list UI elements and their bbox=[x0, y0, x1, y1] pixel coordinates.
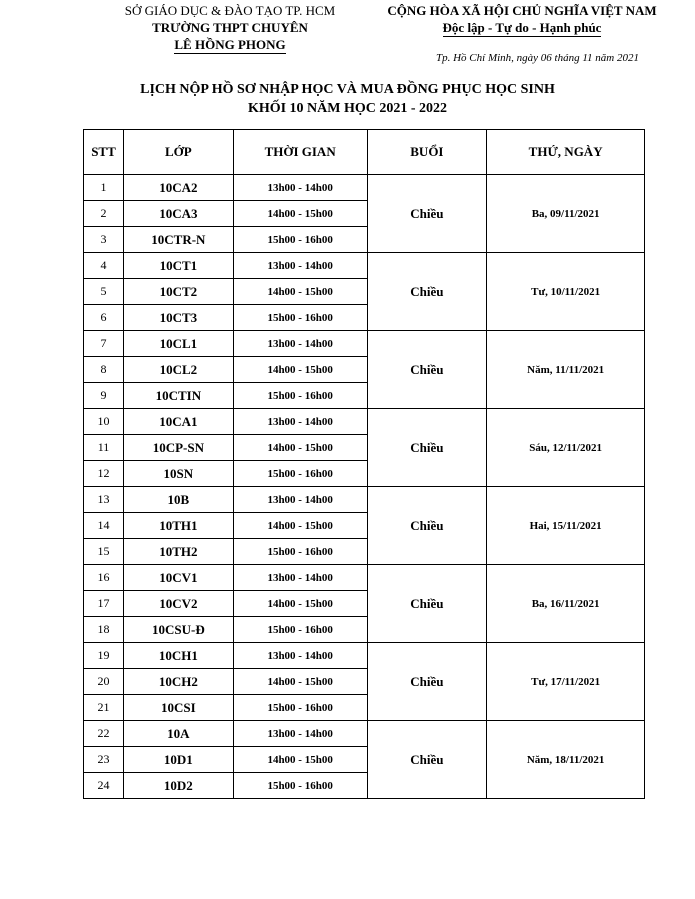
column-header-session: BUỔI bbox=[367, 130, 487, 175]
table-row bbox=[84, 565, 645, 591]
time-slot: 15h00 - 16h00 bbox=[233, 695, 367, 721]
row-number: 5 bbox=[84, 279, 124, 305]
time-slot: 15h00 - 16h00 bbox=[233, 305, 367, 331]
class-name: 10CT1 bbox=[123, 253, 233, 279]
table-row bbox=[84, 331, 645, 357]
document-date: Tp. Hồ Chí Minh, ngày 06 tháng 11 năm 2021 bbox=[436, 52, 639, 64]
class-name: 10TH2 bbox=[123, 539, 233, 565]
time-slot: 15h00 - 16h00 bbox=[233, 461, 367, 487]
school-name-line1: TRƯỜNG THPT CHUYÊN bbox=[152, 20, 308, 35]
class-name: 10CV2 bbox=[123, 591, 233, 617]
class-name: 10CL1 bbox=[123, 331, 233, 357]
class-name: 10CA1 bbox=[123, 409, 233, 435]
row-number: 4 bbox=[84, 253, 124, 279]
day-cell: Tư, 17/11/2021 bbox=[487, 643, 645, 721]
row-number: 18 bbox=[84, 617, 124, 643]
day-cell: Hai, 15/11/2021 bbox=[487, 487, 645, 565]
row-number: 12 bbox=[84, 461, 124, 487]
document-subtitle: KHỐI 10 NĂM HỌC 2021 - 2022 bbox=[247, 101, 448, 116]
time-slot: 13h00 - 14h00 bbox=[233, 331, 367, 357]
time-slot: 15h00 - 16h00 bbox=[233, 383, 367, 409]
table-header-row bbox=[84, 130, 645, 175]
class-name: 10CTIN bbox=[123, 383, 233, 409]
day-cell: Sáu, 12/11/2021 bbox=[487, 409, 645, 487]
row-number: 13 bbox=[84, 487, 124, 513]
time-slot: 13h00 - 14h00 bbox=[233, 253, 367, 279]
session-cell: Chiều bbox=[367, 409, 487, 487]
session-cell: Chiều bbox=[367, 175, 487, 253]
class-name: 10CA2 bbox=[123, 175, 233, 201]
class-name: 10CL2 bbox=[123, 357, 233, 383]
class-name: 10D2 bbox=[123, 773, 233, 799]
document-title: LỊCH NỘP HỒ SƠ NHẬP HỌC VÀ MUA ĐỒNG PHỤC HỌC SINH bbox=[140, 82, 555, 97]
row-number: 16 bbox=[84, 565, 124, 591]
session-cell: Chiều bbox=[367, 253, 487, 331]
table-row bbox=[84, 643, 645, 669]
session-cell: Chiều bbox=[367, 721, 487, 799]
row-number: 19 bbox=[84, 643, 124, 669]
time-slot: 13h00 - 14h00 bbox=[233, 721, 367, 747]
time-slot: 15h00 - 16h00 bbox=[233, 773, 367, 799]
row-number: 14 bbox=[84, 513, 124, 539]
class-name: 10CT3 bbox=[123, 305, 233, 331]
class-name: 10A bbox=[123, 721, 233, 747]
time-slot: 15h00 - 16h00 bbox=[233, 539, 367, 565]
schedule-body bbox=[84, 175, 645, 799]
column-header-time: THỜI GIAN bbox=[233, 130, 367, 175]
class-name: 10CH1 bbox=[123, 643, 233, 669]
table-row bbox=[84, 175, 645, 201]
schedule-table bbox=[83, 129, 645, 799]
day-cell: Năm, 18/11/2021 bbox=[487, 721, 645, 799]
time-slot: 14h00 - 15h00 bbox=[233, 747, 367, 773]
class-name: 10CTR-N bbox=[123, 227, 233, 253]
class-name: 10CH2 bbox=[123, 669, 233, 695]
time-slot: 14h00 - 15h00 bbox=[233, 513, 367, 539]
department-name: SỞ GIÁO DỤC & ĐÀO TẠO TP. HCM bbox=[124, 3, 336, 18]
column-header-class: LỚP bbox=[123, 130, 233, 175]
row-number: 24 bbox=[84, 773, 124, 799]
class-name: 10CA3 bbox=[123, 201, 233, 227]
class-name: 10B bbox=[123, 487, 233, 513]
table-row bbox=[84, 409, 645, 435]
time-slot: 13h00 - 14h00 bbox=[233, 565, 367, 591]
class-name: 10CP-SN bbox=[123, 435, 233, 461]
row-number: 21 bbox=[84, 695, 124, 721]
row-number: 3 bbox=[84, 227, 124, 253]
time-slot: 14h00 - 15h00 bbox=[233, 669, 367, 695]
class-name: 10D1 bbox=[123, 747, 233, 773]
session-cell: Chiều bbox=[367, 487, 487, 565]
time-slot: 15h00 - 16h00 bbox=[233, 617, 367, 643]
time-slot: 14h00 - 15h00 bbox=[233, 591, 367, 617]
class-name: 10TH1 bbox=[123, 513, 233, 539]
time-slot: 14h00 - 15h00 bbox=[233, 279, 367, 305]
session-cell: Chiều bbox=[367, 643, 487, 721]
row-number: 7 bbox=[84, 331, 124, 357]
row-number: 11 bbox=[84, 435, 124, 461]
row-number: 10 bbox=[84, 409, 124, 435]
time-slot: 15h00 - 16h00 bbox=[233, 227, 367, 253]
row-number: 8 bbox=[84, 357, 124, 383]
row-number: 15 bbox=[84, 539, 124, 565]
country-name: CỘNG HÒA XÃ HỘI CHỦ NGHĨA VIỆT NAM bbox=[387, 3, 657, 18]
class-name: 10CV1 bbox=[123, 565, 233, 591]
session-cell: Chiều bbox=[367, 331, 487, 409]
session-cell: Chiều bbox=[367, 565, 487, 643]
table-row bbox=[84, 487, 645, 513]
row-number: 2 bbox=[84, 201, 124, 227]
table-row bbox=[84, 721, 645, 747]
day-cell: Ba, 09/11/2021 bbox=[487, 175, 645, 253]
time-slot: 13h00 - 14h00 bbox=[233, 487, 367, 513]
row-number: 22 bbox=[84, 721, 124, 747]
column-header-day: THỨ, NGÀY bbox=[487, 130, 645, 175]
day-cell: Tư, 10/11/2021 bbox=[487, 253, 645, 331]
time-slot: 13h00 - 14h00 bbox=[233, 175, 367, 201]
national-header bbox=[362, 2, 682, 37]
school-name-line2: LÊ HỒNG PHONG bbox=[174, 37, 286, 52]
class-name: 10CT2 bbox=[123, 279, 233, 305]
row-number: 6 bbox=[84, 305, 124, 331]
row-number: 9 bbox=[84, 383, 124, 409]
row-number: 17 bbox=[84, 591, 124, 617]
class-name: 10CSU-Đ bbox=[123, 617, 233, 643]
row-number: 20 bbox=[84, 669, 124, 695]
time-slot: 14h00 - 15h00 bbox=[233, 201, 367, 227]
class-name: 10CSI bbox=[123, 695, 233, 721]
national-motto: Độc lập - Tự do - Hạnh phúc bbox=[442, 20, 602, 35]
time-slot: 14h00 - 15h00 bbox=[233, 435, 367, 461]
column-header-stt: STT bbox=[84, 130, 124, 175]
table-row bbox=[84, 253, 645, 279]
time-slot: 13h00 - 14h00 bbox=[233, 643, 367, 669]
day-cell: Ba, 16/11/2021 bbox=[487, 565, 645, 643]
day-cell: Năm, 11/11/2021 bbox=[487, 331, 645, 409]
row-number: 1 bbox=[84, 175, 124, 201]
class-name: 10SN bbox=[123, 461, 233, 487]
row-number: 23 bbox=[84, 747, 124, 773]
time-slot: 14h00 - 15h00 bbox=[233, 357, 367, 383]
time-slot: 13h00 - 14h00 bbox=[233, 409, 367, 435]
issuer-header bbox=[100, 2, 360, 54]
